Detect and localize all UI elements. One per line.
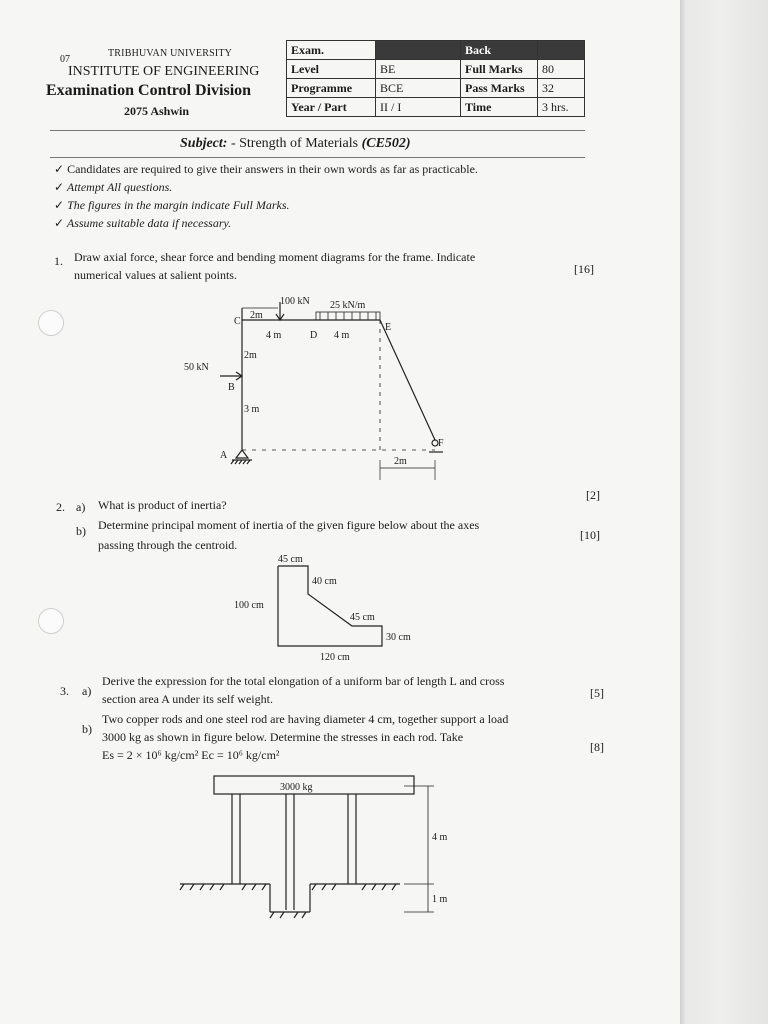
division-name: Examination Control Division bbox=[46, 82, 252, 99]
divider bbox=[50, 130, 585, 131]
subject-label: Subject: bbox=[180, 136, 228, 151]
instruction-item: ✓ The figures in the margin indicate Full Marks. bbox=[54, 198, 290, 212]
question-text: section area A under its self weight. bbox=[102, 692, 273, 706]
question-text: 3000 kg as shown in figure below. Determine the stresses in each rod. Take bbox=[102, 730, 464, 744]
dim-2m-base: 2m bbox=[394, 456, 407, 467]
page-edge-shadow bbox=[680, 0, 768, 1024]
dim-120: 120 cm bbox=[320, 652, 350, 663]
value-year-part: II / I bbox=[376, 98, 461, 117]
dim-4m-a: 4 m bbox=[266, 330, 282, 341]
dim-45-slope: 45 cm bbox=[350, 612, 375, 623]
check-icon: ✓ bbox=[54, 180, 65, 194]
instruction-item: ✓ Candidates are required to give their answers in their own words as far as practicable. bbox=[54, 162, 478, 176]
table-row bbox=[287, 79, 585, 98]
institute-name: INSTITUTE OF ENGINEERING bbox=[68, 64, 260, 79]
label-level: Level bbox=[287, 60, 376, 79]
subquestion-label: a) bbox=[82, 684, 92, 698]
dim-4m: 4 m bbox=[432, 832, 448, 843]
question-marks: [8] bbox=[590, 740, 604, 754]
dim-1m: 1 m bbox=[432, 894, 448, 905]
value-back bbox=[538, 41, 585, 60]
punch-hole bbox=[38, 310, 64, 336]
dim-3m: 3 m bbox=[244, 404, 260, 415]
section-figure bbox=[228, 552, 428, 664]
question-text: Draw axial force, shear force and bending moment diagrams for the frame. Indicate bbox=[74, 250, 476, 264]
table-row bbox=[287, 60, 585, 79]
question-text: Derive the expression for the total elongation of a uniform bar of length L and cross bbox=[102, 674, 505, 688]
question-marks: [2] bbox=[586, 488, 600, 502]
label-pass-marks: Pass Marks bbox=[461, 79, 538, 98]
question-text: Determine principal moment of inertia of the given figure below about the axes bbox=[98, 518, 480, 532]
question-marks: [10] bbox=[580, 528, 600, 542]
question-text: What is product of inertia? bbox=[98, 498, 227, 512]
point-e: E bbox=[385, 322, 392, 333]
instruction-item: ✓ Attempt All questions. bbox=[54, 180, 173, 194]
dim-2m-top: 2m bbox=[250, 310, 263, 321]
value-level: BE bbox=[376, 60, 461, 79]
udl-label: 25 kN/m bbox=[330, 300, 366, 311]
value-time: 3 hrs. bbox=[538, 98, 585, 117]
value-pass-marks: 32 bbox=[538, 79, 585, 98]
table-row bbox=[287, 98, 585, 117]
rods-figure bbox=[170, 770, 470, 920]
check-icon: ✓ bbox=[54, 198, 65, 212]
subquestion-label: a) bbox=[76, 500, 86, 514]
question-marks: [16] bbox=[574, 262, 594, 276]
dim-40: 40 cm bbox=[312, 576, 337, 587]
label-time: Time bbox=[461, 98, 538, 117]
dim-100: 100 cm bbox=[234, 600, 264, 611]
question-marks: [5] bbox=[590, 686, 604, 700]
question-number: 2. bbox=[56, 500, 65, 514]
load-50kn-label: 50 kN bbox=[184, 362, 209, 373]
check-icon: ✓ bbox=[54, 216, 65, 230]
question-text: Two copper rods and one steel rod are having diameter 4 cm, together support a load bbox=[102, 712, 509, 726]
divider bbox=[50, 157, 585, 158]
question-number: 1. bbox=[54, 254, 63, 268]
label-exam: Exam. bbox=[287, 41, 376, 60]
point-c: C bbox=[234, 316, 241, 327]
load-100kn-label: 100 kN bbox=[280, 296, 310, 307]
question-number: 3. bbox=[60, 684, 69, 698]
value-full-marks: 80 bbox=[538, 60, 585, 79]
instruction-item: ✓ Assume suitable data if necessary. bbox=[54, 216, 232, 230]
subquestion-label: b) bbox=[82, 722, 92, 736]
subject-name: - Strength of Materials bbox=[230, 136, 359, 151]
label-programme: Programme bbox=[287, 79, 376, 98]
point-b: B bbox=[228, 382, 235, 393]
point-a: A bbox=[220, 450, 228, 461]
paper-code: 07 bbox=[60, 54, 70, 65]
frame-figure bbox=[180, 290, 460, 480]
point-f: F bbox=[438, 438, 444, 449]
label-back: Back bbox=[461, 41, 538, 60]
dim-2m-side: 2m bbox=[244, 350, 257, 361]
subject-line bbox=[180, 136, 411, 152]
exam-info-table bbox=[286, 40, 585, 117]
label-year-part: Year / Part bbox=[287, 98, 376, 117]
point-d: D bbox=[310, 330, 318, 341]
punch-hole bbox=[38, 608, 64, 634]
check-icon: ✓ bbox=[54, 162, 65, 176]
university-name: TRIBHUVAN UNIVERSITY bbox=[108, 48, 233, 59]
exam-year: 2075 Ashwin bbox=[124, 104, 190, 118]
dim-4m-b: 4 m bbox=[334, 330, 350, 341]
dim-45-top: 45 cm bbox=[278, 554, 303, 565]
subject-code: (CE502) bbox=[361, 136, 411, 151]
question-text: Es = 2 × 10⁶ kg/cm² Ec = 10⁶ kg/cm² bbox=[102, 748, 280, 762]
value-programme: BCE bbox=[376, 79, 461, 98]
load-3000kg-label: 3000 kg bbox=[280, 782, 313, 793]
question-text: numerical values at salient points. bbox=[74, 268, 237, 282]
subquestion-label: b) bbox=[76, 524, 86, 538]
question-text: passing through the centroid. bbox=[98, 538, 238, 552]
value-exam bbox=[376, 41, 461, 60]
dim-30: 30 cm bbox=[386, 632, 411, 643]
label-full-marks: Full Marks bbox=[461, 60, 538, 79]
table-row bbox=[287, 41, 585, 60]
